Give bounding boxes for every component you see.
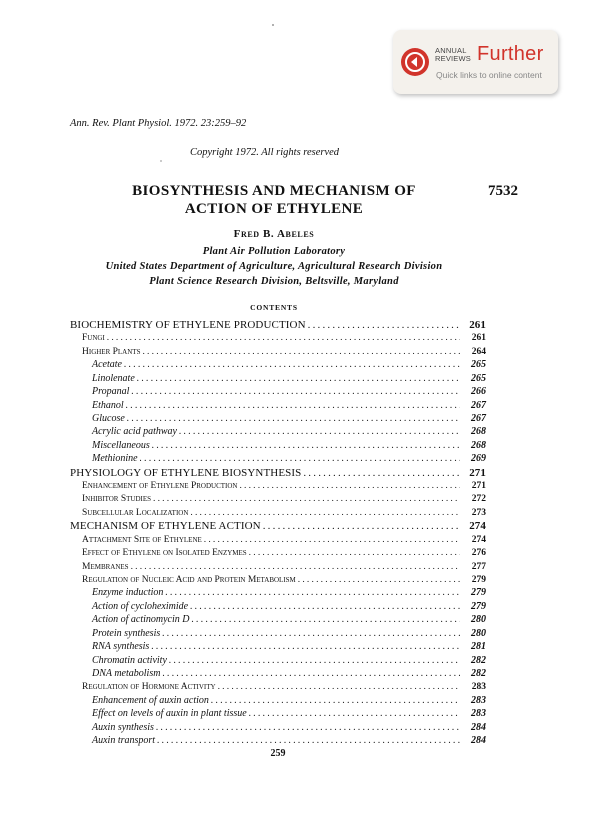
toc-entry-page: 261 (471, 333, 486, 344)
toc-leader-dots (162, 627, 460, 641)
toc-entry-page: 283 (471, 694, 486, 706)
toc-leader-dots (179, 425, 460, 439)
badge-further-text: Further (477, 43, 544, 65)
toc-entry (92, 613, 486, 627)
toc-entry-label: Chromatin activity (92, 654, 167, 666)
toc-entry-label: Protein synthesis (92, 627, 161, 639)
toc-entry-label: Inhibitor Studies (82, 494, 152, 505)
toc-leader-dots (303, 466, 460, 480)
toc-entry-page: 284 (471, 721, 486, 733)
toc-leader-dots (156, 721, 460, 735)
badge-annual-reviews (435, 47, 471, 63)
badge-subtitle: Quick links to online content (436, 70, 542, 80)
copyright-notice: Copyright 1972. All rights reserved (190, 147, 340, 158)
toc-leader-dots (191, 613, 460, 627)
toc-entry-page: 280 (471, 614, 486, 626)
toc-entry (92, 439, 486, 453)
scan-speck (160, 160, 162, 162)
toc-entry (70, 466, 486, 480)
contents-heading: CONTENTS (250, 303, 298, 312)
toc-entry-label: Regulation of Nucleic Acid and Protein Metabolism (82, 574, 296, 585)
toc-entry (92, 627, 486, 641)
toc-entry-label: Higher Plants (82, 346, 141, 357)
toc-entry-label: Subcellular Localization (82, 507, 189, 518)
toc-leader-dots (162, 667, 460, 681)
toc-entry-label: Auxin transport (92, 735, 156, 747)
toc-entry (82, 573, 486, 587)
toc-entry-label: Action of actinomycin D (92, 614, 190, 626)
toc-entry-page: 273 (471, 507, 486, 518)
toc-entry (82, 479, 486, 493)
toc-leader-dots (249, 546, 460, 560)
toc-entry-page: 274 (471, 534, 486, 545)
journal-citation: Ann. Rev. Plant Physiol. 1972. 23:259–92 (70, 118, 247, 129)
toc-entry-page: 265 (471, 372, 486, 384)
toc-entry-label: MECHANISM OF ETHYLENE ACTION (70, 520, 261, 533)
toc-entry-page: 279 (471, 587, 486, 599)
toc-leader-dots (190, 600, 460, 614)
toc-entry-label: Linolenate (92, 372, 135, 384)
article-title-line2: ACTION OF ETHYLENE (184, 201, 364, 217)
toc-entry-label: Acetate (92, 359, 122, 371)
toc-entry (92, 600, 486, 614)
toc-entry-label: Methionine (92, 453, 138, 465)
toc-leader-dots (151, 640, 460, 654)
toc-leader-dots (157, 734, 460, 748)
toc-entry (92, 412, 486, 426)
toc-leader-dots (239, 479, 460, 493)
toc-entry (92, 385, 486, 399)
scan-speck (272, 24, 274, 26)
toc-entry-page: 264 (471, 346, 486, 357)
toc-entry (92, 694, 486, 708)
toc-leader-dots (153, 492, 460, 506)
toc-leader-dots (131, 560, 460, 574)
toc-entry (92, 707, 486, 721)
toc-entry-label: Membranes (82, 561, 129, 572)
toc-entry (92, 667, 486, 681)
toc-entry (82, 533, 486, 547)
toc-entry (92, 734, 486, 748)
toc-entry (82, 546, 486, 560)
arrow-left-icon (401, 48, 429, 76)
toc-entry (92, 425, 486, 439)
toc-entry (92, 452, 486, 466)
toc-entry-page: 266 (471, 386, 486, 398)
toc-entry (92, 399, 486, 413)
toc-entry-page: 265 (471, 359, 486, 371)
badge-annual-text: ANNUAL (435, 46, 467, 55)
toc-leader-dots (249, 707, 460, 721)
toc-entry-label: Fungi (82, 333, 105, 344)
further-badge[interactable] (393, 30, 558, 94)
toc-leader-dots (298, 573, 460, 587)
toc-entry-label: Glucose (92, 412, 125, 424)
toc-entry-label: Enzyme induction (92, 587, 164, 599)
toc-leader-dots (131, 385, 460, 399)
toc-entry-label: Auxin synthesis (92, 721, 154, 733)
toc-entry-label: RNA synthesis (92, 641, 150, 653)
toc-leader-dots (165, 586, 460, 600)
toc-leader-dots (127, 412, 460, 426)
toc-leader-dots (169, 654, 460, 668)
toc-entry-page: 274 (469, 520, 486, 533)
toc-leader-dots (190, 506, 460, 520)
toc-entry-page: 267 (471, 399, 486, 411)
toc-entry (92, 721, 486, 735)
toc-entry-label: Attachment Site of Ethylene (82, 534, 202, 545)
toc-entry (82, 506, 486, 520)
page-number: 259 (270, 748, 286, 759)
toc-leader-dots (211, 694, 460, 708)
toc-entry-label: Effect on levels of auxin in plant tissue (92, 708, 247, 720)
toc-entry (82, 492, 486, 506)
toc-entry-label: Regulation of Hormone Activity (82, 682, 216, 693)
toc-entry (92, 654, 486, 668)
toc-entry-label: Miscellaneous (92, 439, 150, 451)
toc-leader-dots (126, 399, 460, 413)
toc-leader-dots (140, 452, 460, 466)
toc-entry-label: Acrylic acid pathway (92, 426, 177, 438)
article-title-line1: BIOSYNTHESIS AND MECHANISM OF (132, 183, 416, 199)
toc-leader-dots (308, 318, 460, 332)
toc-entry-page: 279 (471, 574, 486, 585)
toc-leader-dots (152, 439, 460, 453)
toc-entry-page: 276 (471, 548, 486, 559)
toc-entry-page: 272 (471, 494, 486, 505)
toc-entry-page: 268 (471, 439, 486, 451)
toc-entry-page: 282 (471, 654, 486, 666)
toc-entry (82, 345, 486, 359)
toc-leader-dots (218, 680, 460, 694)
toc-entry-label: BIOCHEMISTRY OF ETHYLENE PRODUCTION (70, 319, 306, 331)
toc-leader-dots (263, 519, 460, 533)
toc-leader-dots (107, 331, 460, 345)
toc-entry (82, 560, 486, 574)
toc-entry-page: 280 (471, 627, 486, 639)
toc-entry-label: Action of cycloheximide (92, 600, 189, 612)
toc-entry-page: 271 (471, 481, 486, 492)
toc-entry-label: PHYSIOLOGY OF ETHYLENE BIOSYNTHESIS (70, 466, 302, 479)
badge-reviews-text: REVIEWS (435, 54, 471, 63)
toc-entry-page: 281 (471, 641, 486, 653)
toc-entry (92, 372, 486, 386)
affiliation-line2: United States Department of Agriculture, Agricultural Research Division (105, 261, 443, 272)
affiliation-line1: Plant Air Pollution Laboratory (202, 246, 346, 257)
reference-number: 7532 (488, 183, 518, 199)
toc-entry-page: 269 (471, 453, 486, 465)
toc-leader-dots (204, 533, 460, 547)
toc-entry-label: Effect of Ethylene on Isolated Enzymes (82, 548, 247, 559)
toc-entry-label: Enhancement of Ethylene Production (82, 481, 238, 492)
toc-entry-page: 284 (471, 735, 486, 747)
toc-entry (70, 519, 486, 533)
toc-entry-page: 268 (471, 426, 486, 438)
toc-entry-page: 271 (469, 466, 486, 479)
toc-entry (92, 640, 486, 654)
toc-entry-page: 279 (471, 600, 486, 612)
toc-entry-label: Enhancement of auxin action (92, 694, 209, 706)
toc-entry (82, 331, 486, 345)
toc-entry (82, 680, 486, 694)
affiliation-line3: Plant Science Research Division, Beltsville, Maryland (149, 276, 399, 287)
toc-leader-dots (142, 345, 460, 359)
toc-entry (92, 586, 486, 600)
toc-entry-page: 282 (471, 667, 486, 679)
toc-entry-label: Propanal (92, 386, 130, 398)
toc-entry (92, 358, 486, 372)
toc-entry-label: DNA metabolism (92, 667, 161, 679)
toc-entry-page: 267 (471, 412, 486, 424)
toc-entry-page: 283 (471, 708, 486, 720)
toc-leader-dots (124, 358, 460, 372)
toc-entry-page: 277 (471, 561, 486, 572)
toc-entry-page: 261 (469, 319, 486, 331)
author-name: Fred B. Abeles (233, 228, 315, 240)
toc-entry-page: 283 (471, 682, 486, 693)
toc-entry-label: Ethanol (92, 399, 124, 411)
toc-entry (70, 318, 486, 332)
toc-leader-dots (137, 372, 460, 386)
